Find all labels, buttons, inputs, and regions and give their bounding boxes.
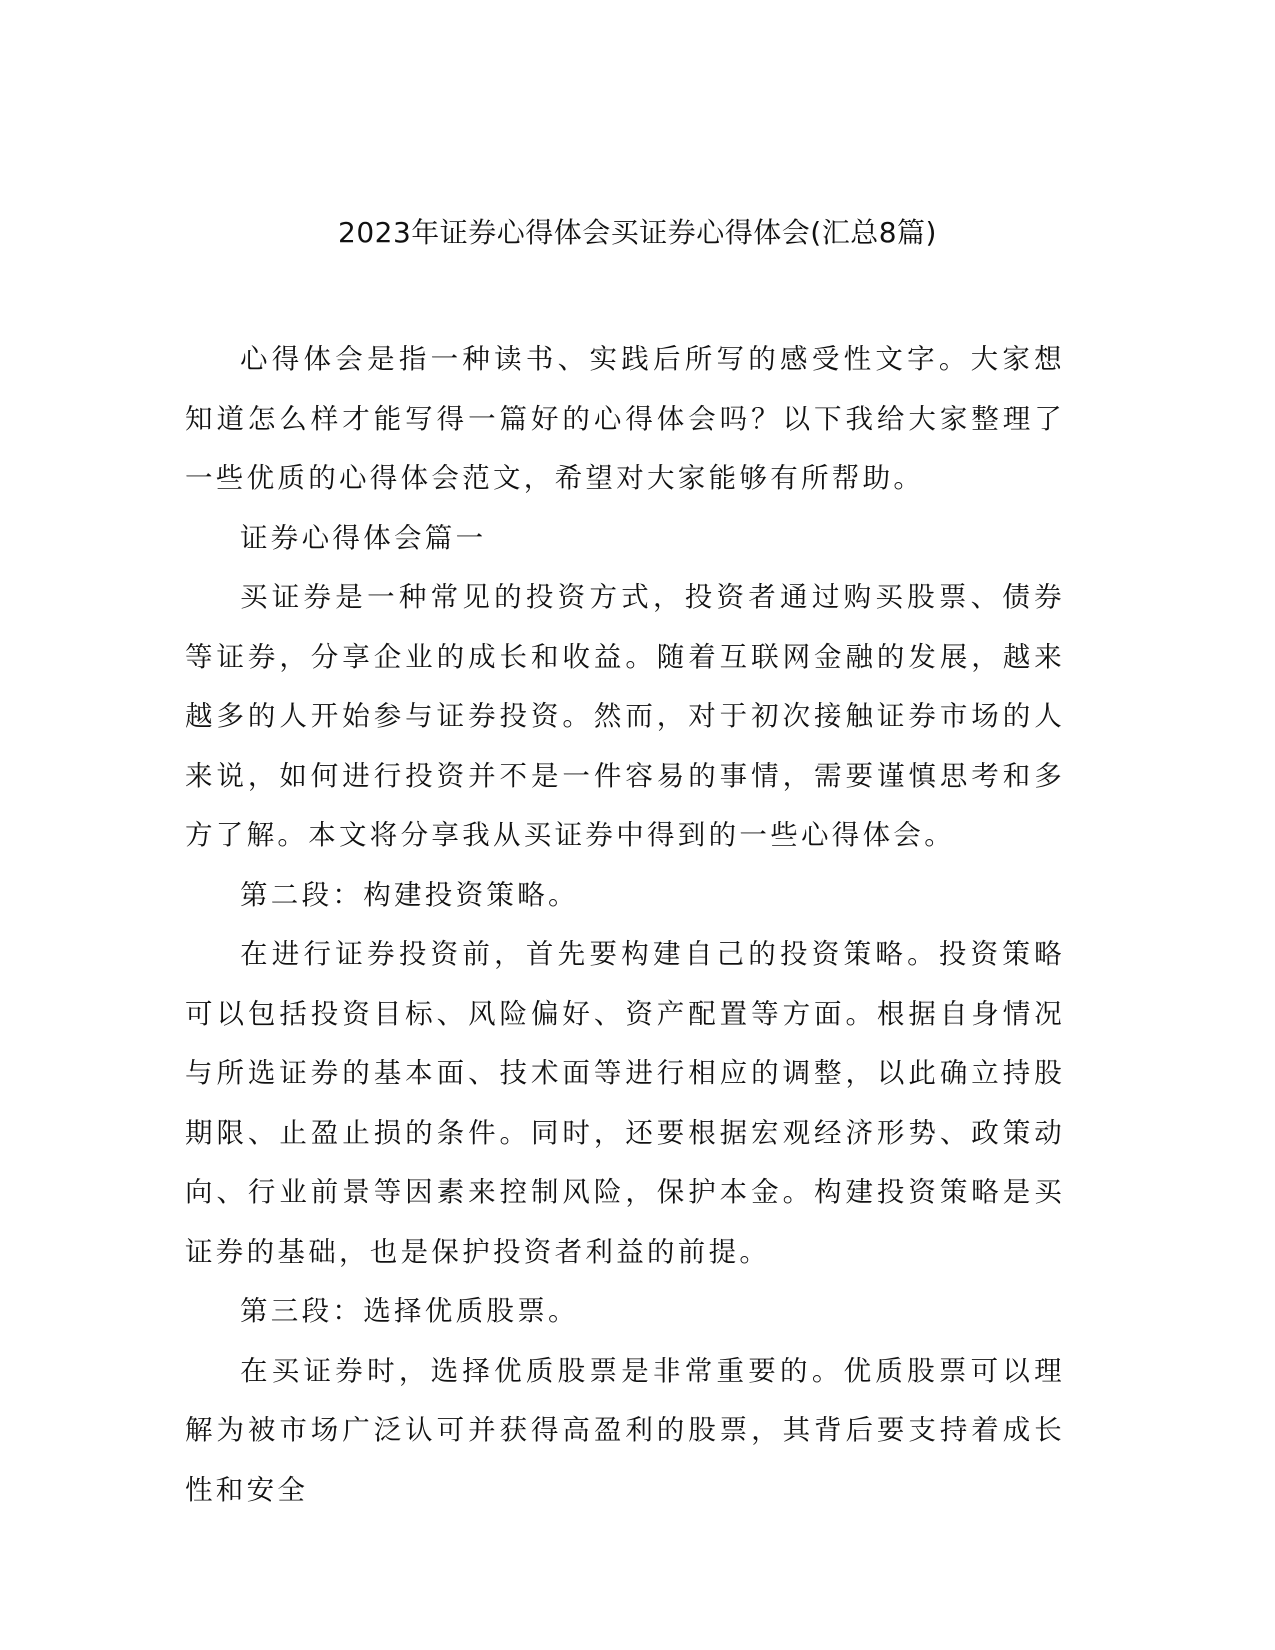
document-title: 2023年证券心得体会买证券心得体会(汇总8篇) bbox=[338, 216, 937, 249]
body-paragraph: 在进行证券投资前，首先要构建自己的投资策略。投资策略可以包括投资目标、风险偏好、资产配置等方面。根据自身情况与所选证券的基本面、技术面等进行相应的调整，以此确立持股期限、止盈止损的条件。同时，还要根据宏观经济形势、政策动向、行业前景等因素来控制风险，保护本金。构建投资策略是买证券的基础，也是保护投资者利益的前提。 bbox=[185, 938, 1065, 1268]
section-heading-third: 第三段：选择优质股票。 bbox=[240, 1295, 579, 1327]
document-body bbox=[185, 330, 1065, 1520]
body-paragraph: 买证券是一种常见的投资方式，投资者通过购买股票、债券等证券，分享企业的成长和收益。随着互联网金融的发展，越来越多的人开始参与证券投资。然而，对于初次接触证券市场的人来说，如何进行投资并不是一件容易的事情，需要谨慎思考和多方了解。本文将分享我从买证券中得到的一些心得体会。 bbox=[185, 581, 1065, 851]
section-heading-second: 第二段：构建投资策略。 bbox=[240, 878, 579, 911]
body-paragraph: 在买证券时，选择优质股票是非常重要的。优质股票可以理解为被市场广泛认可并获得高盈利的股票，其背后要支持着成长性和安全 bbox=[185, 1354, 1065, 1506]
intro-paragraph: 心得体会是指一种读书、实践后所写的感受性文字。大家想知道怎么样才能写得一篇好的心得体会吗？以下我给大家整理了一些优质的心得体会范文，希望对大家能够有所帮助。 bbox=[185, 343, 1065, 494]
section-heading-part-one: 证券心得体会篇一 bbox=[240, 521, 487, 554]
